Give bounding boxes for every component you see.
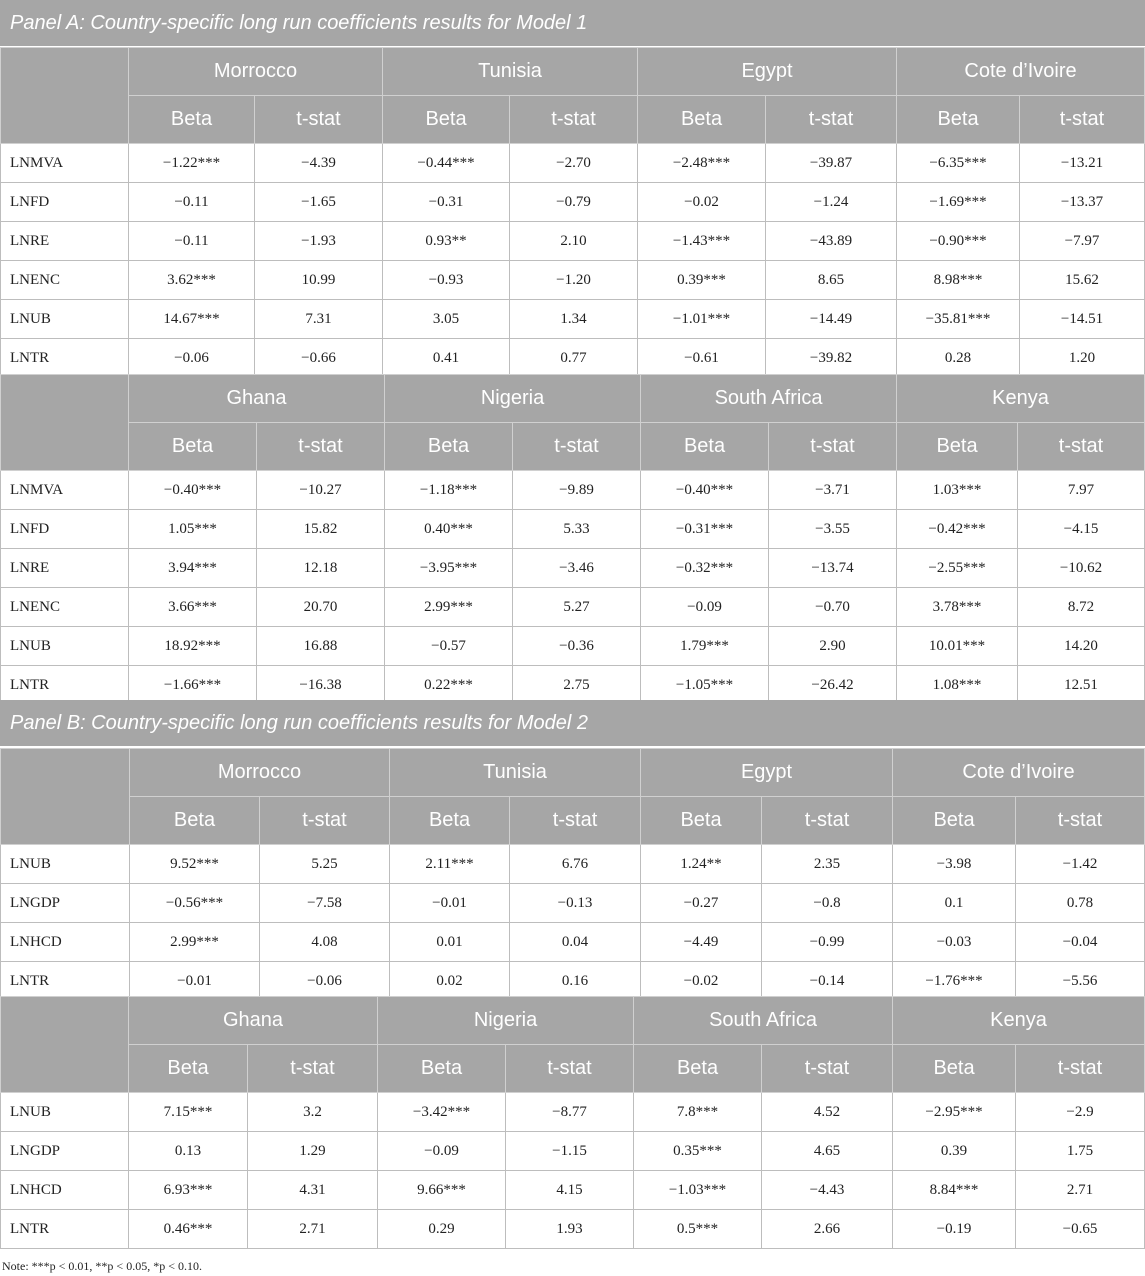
beta-cell: −2.55*** <box>897 549 1018 588</box>
t-stat-header: t-stat <box>762 1045 893 1093</box>
beta-cell: −0.03 <box>893 923 1016 962</box>
country-header: Nigeria <box>385 375 641 423</box>
t-stat-cell: −1.93 <box>255 222 383 261</box>
t-stat-cell: −1.24 <box>766 183 897 222</box>
beta-cell: −1.01*** <box>638 300 766 339</box>
t-stat-cell: 2.35 <box>762 845 893 884</box>
beta-cell: −6.35*** <box>897 144 1020 183</box>
subheader-row <box>1 797 1145 845</box>
t-stat-cell: 5.25 <box>260 845 390 884</box>
t-stat-cell: 0.04 <box>510 923 641 962</box>
t-stat-cell: −0.14 <box>762 962 893 1001</box>
t-stat-cell: 5.27 <box>513 588 641 627</box>
t-stat-cell: 8.72 <box>1018 588 1145 627</box>
beta-cell: 18.92*** <box>129 627 257 666</box>
t-stat-cell: 1.20 <box>1020 339 1145 378</box>
t-stat-cell: −3.55 <box>769 510 897 549</box>
panel-b-title: Panel B: Country-specific long run coefficients results for Model 2 <box>0 700 1145 746</box>
t-stat-cell: 0.77 <box>510 339 638 378</box>
beta-cell: −0.11 <box>129 222 255 261</box>
variable-label: LNTR <box>1 339 129 378</box>
t-stat-cell: −39.82 <box>766 339 897 378</box>
table-row <box>1 884 1145 923</box>
table-row <box>1 1210 1145 1249</box>
beta-header: Beta <box>383 96 510 144</box>
beta-header: Beta <box>378 1045 506 1093</box>
table-row <box>1 222 1145 261</box>
beta-cell: 0.41 <box>383 339 510 378</box>
corner-cell <box>1 375 129 471</box>
t-stat-header: t-stat <box>1016 1045 1145 1093</box>
country-header-row <box>1 749 1145 797</box>
country-header: Ghana <box>129 997 378 1045</box>
variable-label: LNMVA <box>1 471 129 510</box>
variable-label: LNTR <box>1 962 130 1001</box>
country-header-row <box>1 48 1145 96</box>
t-stat-cell: −3.71 <box>769 471 897 510</box>
beta-cell: 1.08*** <box>897 666 1018 705</box>
beta-cell: −0.11 <box>129 183 255 222</box>
beta-cell: 3.66*** <box>129 588 257 627</box>
t-stat-cell: −16.38 <box>257 666 385 705</box>
beta-cell: 6.93*** <box>129 1171 248 1210</box>
beta-cell: −4.49 <box>641 923 762 962</box>
t-stat-cell: −7.58 <box>260 884 390 923</box>
panel-a-title: Panel A: Country-specific long run coefficients results for Model 1 <box>0 0 1145 46</box>
beta-cell: 0.39*** <box>638 261 766 300</box>
beta-cell: 1.05*** <box>129 510 257 549</box>
country-header: Egypt <box>638 48 897 96</box>
t-stat-cell: 4.08 <box>260 923 390 962</box>
t-stat-cell: −1.15 <box>506 1132 634 1171</box>
t-stat-cell: 4.15 <box>506 1171 634 1210</box>
t-stat-cell: 2.75 <box>513 666 641 705</box>
beta-cell: −1.05*** <box>641 666 769 705</box>
beta-cell: 0.46*** <box>129 1210 248 1249</box>
beta-cell: −0.02 <box>641 962 762 1001</box>
variable-label: LNRE <box>1 222 129 261</box>
beta-cell: 0.22*** <box>385 666 513 705</box>
country-header: Morrocco <box>130 749 390 797</box>
t-stat-cell: 1.93 <box>506 1210 634 1249</box>
table-row <box>1 1132 1145 1171</box>
beta-cell: −1.76*** <box>893 962 1016 1001</box>
beta-cell: −0.09 <box>378 1132 506 1171</box>
t-stat-cell: −10.27 <box>257 471 385 510</box>
t-stat-cell: 1.34 <box>510 300 638 339</box>
t-stat-cell: 2.71 <box>248 1210 378 1249</box>
t-stat-cell: −4.15 <box>1018 510 1145 549</box>
t-stat-cell: −0.8 <box>762 884 893 923</box>
table-row <box>1 666 1145 705</box>
t-stat-cell: 2.90 <box>769 627 897 666</box>
table-row <box>1 300 1145 339</box>
country-header: Egypt <box>641 749 893 797</box>
beta-header: Beta <box>129 423 257 471</box>
beta-cell: −0.31*** <box>641 510 769 549</box>
table-row <box>1 549 1145 588</box>
subheader-row <box>1 96 1145 144</box>
beta-cell: −1.03*** <box>634 1171 762 1210</box>
beta-cell: −1.22*** <box>129 144 255 183</box>
beta-header: Beta <box>129 1045 248 1093</box>
variable-label: LNENC <box>1 261 129 300</box>
t-stat-cell: −4.43 <box>762 1171 893 1210</box>
t-stat-cell: 3.2 <box>248 1093 378 1132</box>
table-row <box>1 962 1145 1001</box>
beta-cell: −3.95*** <box>385 549 513 588</box>
beta-cell: 2.99*** <box>385 588 513 627</box>
t-stat-cell: −14.51 <box>1020 300 1145 339</box>
beta-cell: −0.31 <box>383 183 510 222</box>
t-stat-header: t-stat <box>510 96 638 144</box>
beta-header: Beta <box>130 797 260 845</box>
t-stat-cell: −0.79 <box>510 183 638 222</box>
t-stat-cell: 15.62 <box>1020 261 1145 300</box>
t-stat-cell: 2.66 <box>762 1210 893 1249</box>
variable-label: LNFD <box>1 510 129 549</box>
t-stat-cell: −3.46 <box>513 549 641 588</box>
t-stat-cell: 0.78 <box>1016 884 1145 923</box>
t-stat-cell: 7.31 <box>255 300 383 339</box>
t-stat-cell: 6.76 <box>510 845 641 884</box>
beta-cell: −0.19 <box>893 1210 1016 1249</box>
t-stat-cell: 4.52 <box>762 1093 893 1132</box>
country-header: Ghana <box>129 375 385 423</box>
t-stat-header: t-stat <box>1020 96 1145 144</box>
beta-cell: 7.15*** <box>129 1093 248 1132</box>
t-stat-cell: −1.65 <box>255 183 383 222</box>
t-stat-cell: −0.99 <box>762 923 893 962</box>
beta-cell: 0.40*** <box>385 510 513 549</box>
beta-header: Beta <box>638 96 766 144</box>
country-header-row <box>1 375 1145 423</box>
beta-cell: −0.44*** <box>383 144 510 183</box>
t-stat-header: t-stat <box>769 423 897 471</box>
beta-cell: 0.28 <box>897 339 1020 378</box>
beta-cell: −3.42*** <box>378 1093 506 1132</box>
beta-cell: −35.81*** <box>897 300 1020 339</box>
t-stat-cell: −1.20 <box>510 261 638 300</box>
country-header: South Africa <box>641 375 897 423</box>
beta-header: Beta <box>641 797 762 845</box>
beta-cell: 10.01*** <box>897 627 1018 666</box>
t-stat-cell: 7.97 <box>1018 471 1145 510</box>
t-stat-header: t-stat <box>1016 797 1145 845</box>
t-stat-cell: 16.88 <box>257 627 385 666</box>
t-stat-cell: −1.42 <box>1016 845 1145 884</box>
t-stat-cell: −0.36 <box>513 627 641 666</box>
t-stat-cell: 4.31 <box>248 1171 378 1210</box>
country-header: Morrocco <box>129 48 383 96</box>
panel-b-table-1 <box>0 748 1145 1001</box>
variable-label: LNUB <box>1 845 130 884</box>
table-row <box>1 1171 1145 1210</box>
beta-cell: 0.1 <box>893 884 1016 923</box>
beta-cell: −0.32*** <box>641 549 769 588</box>
beta-header: Beta <box>897 423 1018 471</box>
variable-label: LNRE <box>1 549 129 588</box>
beta-cell: −0.61 <box>638 339 766 378</box>
beta-cell: 1.24** <box>641 845 762 884</box>
beta-cell: 3.78*** <box>897 588 1018 627</box>
beta-header: Beta <box>897 96 1020 144</box>
beta-cell: −0.40*** <box>129 471 257 510</box>
beta-cell: −3.98 <box>893 845 1016 884</box>
t-stat-cell: 1.29 <box>248 1132 378 1171</box>
t-stat-header: t-stat <box>255 96 383 144</box>
variable-label: LNUB <box>1 1093 129 1132</box>
t-stat-cell: −10.62 <box>1018 549 1145 588</box>
t-stat-cell: −13.74 <box>769 549 897 588</box>
country-header: Cote d’Ivoire <box>893 749 1145 797</box>
t-stat-cell: −2.70 <box>510 144 638 183</box>
t-stat-cell: −13.21 <box>1020 144 1145 183</box>
t-stat-cell: 12.18 <box>257 549 385 588</box>
country-header: Kenya <box>893 997 1145 1045</box>
t-stat-header: t-stat <box>506 1045 634 1093</box>
t-stat-cell: −8.77 <box>506 1093 634 1132</box>
t-stat-cell: 10.99 <box>255 261 383 300</box>
t-stat-cell: −0.06 <box>260 962 390 1001</box>
t-stat-cell: 14.20 <box>1018 627 1145 666</box>
t-stat-cell: −43.89 <box>766 222 897 261</box>
beta-cell: 0.35*** <box>634 1132 762 1171</box>
country-header: Tunisia <box>383 48 638 96</box>
variable-label: LNGDP <box>1 884 130 923</box>
t-stat-cell: −0.65 <box>1016 1210 1145 1249</box>
t-stat-cell: 0.16 <box>510 962 641 1001</box>
t-stat-cell: −5.56 <box>1016 962 1145 1001</box>
variable-label: LNTR <box>1 666 129 705</box>
beta-cell: 1.79*** <box>641 627 769 666</box>
beta-cell: 0.01 <box>390 923 510 962</box>
beta-cell: 8.98*** <box>897 261 1020 300</box>
beta-cell: 3.62*** <box>129 261 255 300</box>
t-stat-cell: 12.51 <box>1018 666 1145 705</box>
beta-cell: −0.01 <box>130 962 260 1001</box>
t-stat-header: t-stat <box>766 96 897 144</box>
country-header: Nigeria <box>378 997 634 1045</box>
t-stat-cell: −26.42 <box>769 666 897 705</box>
beta-cell: −1.43*** <box>638 222 766 261</box>
subheader-row <box>1 1045 1145 1093</box>
beta-cell: −0.01 <box>390 884 510 923</box>
beta-cell: 0.29 <box>378 1210 506 1249</box>
beta-header: Beta <box>641 423 769 471</box>
t-stat-cell: −14.49 <box>766 300 897 339</box>
corner-cell <box>1 997 129 1093</box>
subheader-row <box>1 423 1145 471</box>
beta-cell: −0.02 <box>638 183 766 222</box>
t-stat-cell: −2.9 <box>1016 1093 1145 1132</box>
variable-label: LNHCD <box>1 1171 129 1210</box>
beta-header: Beta <box>893 797 1016 845</box>
variable-label: LNUB <box>1 627 129 666</box>
t-stat-cell: 2.71 <box>1016 1171 1145 1210</box>
beta-cell: −0.56*** <box>130 884 260 923</box>
panel-b-table-2 <box>0 996 1145 1249</box>
beta-cell: 0.13 <box>129 1132 248 1171</box>
country-header: South Africa <box>634 997 893 1045</box>
t-stat-cell: 8.65 <box>766 261 897 300</box>
beta-cell: 9.52*** <box>130 845 260 884</box>
beta-cell: −0.40*** <box>641 471 769 510</box>
country-header: Tunisia <box>390 749 641 797</box>
beta-cell: 1.03*** <box>897 471 1018 510</box>
beta-cell: −0.93 <box>383 261 510 300</box>
beta-cell: 7.8*** <box>634 1093 762 1132</box>
beta-cell: −2.95*** <box>893 1093 1016 1132</box>
country-header: Kenya <box>897 375 1145 423</box>
beta-header: Beta <box>634 1045 762 1093</box>
t-stat-header: t-stat <box>762 797 893 845</box>
t-stat-header: t-stat <box>510 797 641 845</box>
t-stat-cell: −7.97 <box>1020 222 1145 261</box>
t-stat-cell: −39.87 <box>766 144 897 183</box>
beta-cell: 2.99*** <box>130 923 260 962</box>
t-stat-header: t-stat <box>257 423 385 471</box>
variable-label: LNHCD <box>1 923 130 962</box>
t-stat-header: t-stat <box>513 423 641 471</box>
beta-cell: −0.57 <box>385 627 513 666</box>
t-stat-cell: 20.70 <box>257 588 385 627</box>
beta-cell: 0.02 <box>390 962 510 1001</box>
table-row <box>1 845 1145 884</box>
table-row <box>1 261 1145 300</box>
beta-cell: −1.69*** <box>897 183 1020 222</box>
table-row <box>1 923 1145 962</box>
beta-header: Beta <box>390 797 510 845</box>
beta-header: Beta <box>893 1045 1016 1093</box>
t-stat-header: t-stat <box>248 1045 378 1093</box>
beta-cell: −2.48*** <box>638 144 766 183</box>
beta-cell: 0.93** <box>383 222 510 261</box>
variable-label: LNENC <box>1 588 129 627</box>
t-stat-header: t-stat <box>260 797 390 845</box>
t-stat-cell: −0.70 <box>769 588 897 627</box>
beta-cell: 0.39 <box>893 1132 1016 1171</box>
beta-cell: 9.66*** <box>378 1171 506 1210</box>
variable-label: LNFD <box>1 183 129 222</box>
country-header-row <box>1 997 1145 1045</box>
country-header: Cote d’Ivoire <box>897 48 1145 96</box>
t-stat-cell: −0.13 <box>510 884 641 923</box>
beta-header: Beta <box>385 423 513 471</box>
table-row <box>1 471 1145 510</box>
t-stat-cell: 4.65 <box>762 1132 893 1171</box>
table-row <box>1 183 1145 222</box>
beta-cell: 2.11*** <box>390 845 510 884</box>
table-row <box>1 588 1145 627</box>
beta-cell: 14.67*** <box>129 300 255 339</box>
table-row <box>1 144 1145 183</box>
beta-cell: 3.05 <box>383 300 510 339</box>
beta-header: Beta <box>129 96 255 144</box>
t-stat-cell: −0.66 <box>255 339 383 378</box>
variable-label: LNTR <box>1 1210 129 1249</box>
table-row <box>1 339 1145 378</box>
corner-cell <box>1 749 130 845</box>
t-stat-cell: 5.33 <box>513 510 641 549</box>
beta-cell: −0.42*** <box>897 510 1018 549</box>
t-stat-cell: −13.37 <box>1020 183 1145 222</box>
t-stat-cell: −9.89 <box>513 471 641 510</box>
beta-cell: −1.66*** <box>129 666 257 705</box>
variable-label: LNGDP <box>1 1132 129 1171</box>
footnote: Note: ***p < 0.01, **p < 0.05, *p < 0.10. <box>2 1259 202 1273</box>
beta-cell: −0.27 <box>641 884 762 923</box>
beta-cell: −0.90*** <box>897 222 1020 261</box>
beta-cell: 8.84*** <box>893 1171 1016 1210</box>
beta-cell: 0.5*** <box>634 1210 762 1249</box>
t-stat-cell: 15.82 <box>257 510 385 549</box>
t-stat-cell: −4.39 <box>255 144 383 183</box>
panel-a-table-1 <box>0 47 1145 378</box>
t-stat-header: t-stat <box>1018 423 1145 471</box>
t-stat-cell: −0.04 <box>1016 923 1145 962</box>
t-stat-cell: 2.10 <box>510 222 638 261</box>
t-stat-cell: 1.75 <box>1016 1132 1145 1171</box>
beta-cell: 3.94*** <box>129 549 257 588</box>
beta-cell: −0.09 <box>641 588 769 627</box>
variable-label: LNUB <box>1 300 129 339</box>
corner-cell <box>1 48 129 144</box>
table-row <box>1 1093 1145 1132</box>
table-row <box>1 510 1145 549</box>
beta-cell: −1.18*** <box>385 471 513 510</box>
panel-a-table-2 <box>0 374 1145 705</box>
table-row <box>1 627 1145 666</box>
beta-cell: −0.06 <box>129 339 255 378</box>
variable-label: LNMVA <box>1 144 129 183</box>
